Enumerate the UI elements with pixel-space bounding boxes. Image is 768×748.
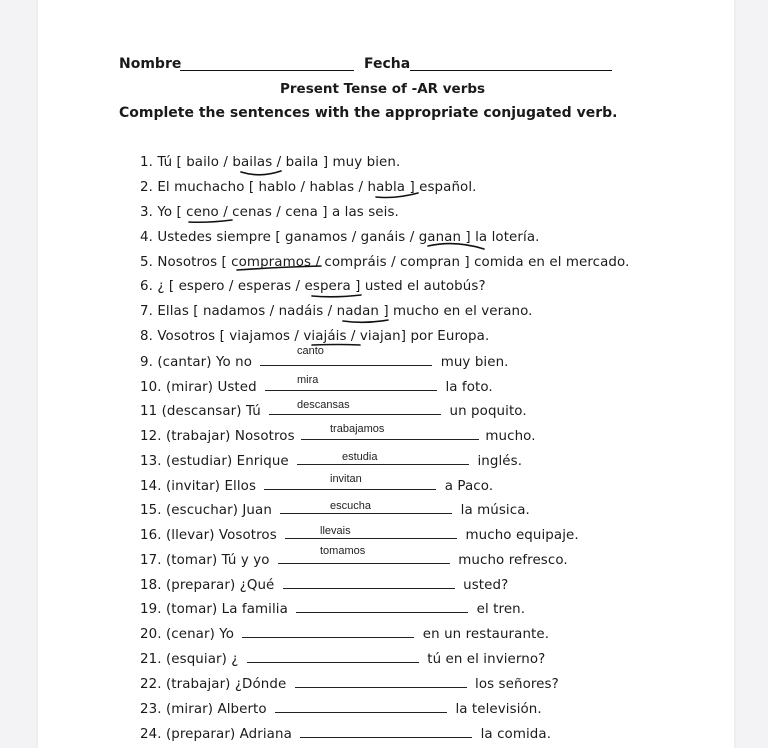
fill-row-15: 15. (escuchar) Juan la música. bbox=[140, 503, 530, 518]
nombre-line bbox=[180, 70, 354, 71]
answer-blank-24[interactable] bbox=[300, 726, 472, 738]
answer-blank-22[interactable] bbox=[295, 676, 467, 688]
fecha-label: Fecha bbox=[364, 56, 411, 72]
answer-blank-19[interactable] bbox=[296, 601, 468, 613]
fill-row-13: 13. (estudiar) Enrique inglés. bbox=[140, 454, 523, 469]
answer-blank-9[interactable] bbox=[260, 354, 432, 366]
question-1: 1. Tú [ bailo / bailas / baila ] muy bien. bbox=[140, 155, 401, 170]
answer-blank-21[interactable] bbox=[247, 651, 419, 663]
question-3: 3. Yo [ ceno / cenas / cena ] a las seis. bbox=[140, 205, 399, 220]
answer-blank-10[interactable] bbox=[265, 379, 437, 391]
fill-row-11: 11 (descansar) Tú un poquito. bbox=[140, 404, 527, 419]
question-5: 5. Nosotros [ compramos / compráis / compran ] comida en el mercado. bbox=[140, 255, 630, 270]
fill-row-9: 9. (cantar) Yo no muy bien. bbox=[140, 355, 509, 370]
question-6: 6. ¿ [ espero / esperas / espera ] usted el autobús? bbox=[140, 279, 486, 294]
fill-row-14: 14. (invitar) Ellos a Paco. bbox=[140, 479, 494, 494]
fill-row-20: 20. (cenar) Yo en un restaurante. bbox=[140, 627, 550, 642]
fill-row-12: 12. (trabajar) Nosotros mucho. bbox=[140, 429, 536, 444]
fill-row-23: 23. (mirar) Alberto la televisión. bbox=[140, 702, 542, 717]
answer-15: escucha bbox=[330, 500, 371, 512]
fill-row-22: 22. (trabajar) ¿Dónde los señores? bbox=[140, 677, 559, 692]
fill-row-21: 21. (esquiar) ¿ tú en el invierno? bbox=[140, 652, 546, 667]
nombre-label: Nombre bbox=[119, 56, 182, 72]
fill-row-10: 10. (mirar) Usted la foto. bbox=[140, 380, 493, 395]
fill-row-16: 16. (llevar) Vosotros mucho equipaje. bbox=[140, 528, 579, 543]
answer-17: tomamos bbox=[320, 545, 366, 557]
fill-row-18: 18. (preparar) ¿Qué usted? bbox=[140, 578, 509, 593]
answer-blank-16[interactable] bbox=[285, 527, 457, 539]
question-2: 2. El muchacho [ hablo / hablas / habla ] español. bbox=[140, 180, 477, 195]
answer-13: estudia bbox=[342, 451, 378, 463]
question-7: 7. Ellas [ nadamos / nadáis / nadan ] mucho en el verano. bbox=[140, 304, 533, 319]
answer-11: descansas bbox=[297, 399, 350, 411]
instructions: Complete the sentences with the appropriate conjugated verb. bbox=[119, 105, 618, 121]
answer-16: llevais bbox=[320, 525, 351, 537]
answer-9: canto bbox=[297, 345, 324, 357]
answer-blank-18[interactable] bbox=[283, 577, 455, 589]
answer-blank-13[interactable] bbox=[297, 453, 469, 465]
answer-blank-11[interactable] bbox=[269, 403, 441, 415]
answer-12: trabajamos bbox=[330, 423, 385, 435]
fecha-line bbox=[410, 70, 612, 71]
answer-blank-20[interactable] bbox=[242, 626, 414, 638]
answer-blank-12[interactable] bbox=[301, 428, 479, 440]
answer-14: invitan bbox=[330, 473, 362, 485]
worksheet-title: Present Tense of -AR verbs bbox=[280, 81, 486, 97]
answer-blank-23[interactable] bbox=[275, 701, 447, 713]
fill-row-17: 17. (tomar) Tú y yo mucho refresco. bbox=[140, 553, 568, 568]
question-8: 8. Vosotros [ viajamos / viajáis / viajan] por Europa. bbox=[140, 329, 490, 344]
fill-row-24: 24. (preparar) Adriana la comida. bbox=[140, 727, 552, 742]
fill-row-19: 19. (tomar) La familia el tren. bbox=[140, 602, 526, 617]
question-4: 4. Ustedes siempre [ ganamos / ganáis / ganan ] la lotería. bbox=[140, 230, 540, 245]
answer-10: mira bbox=[297, 374, 319, 386]
